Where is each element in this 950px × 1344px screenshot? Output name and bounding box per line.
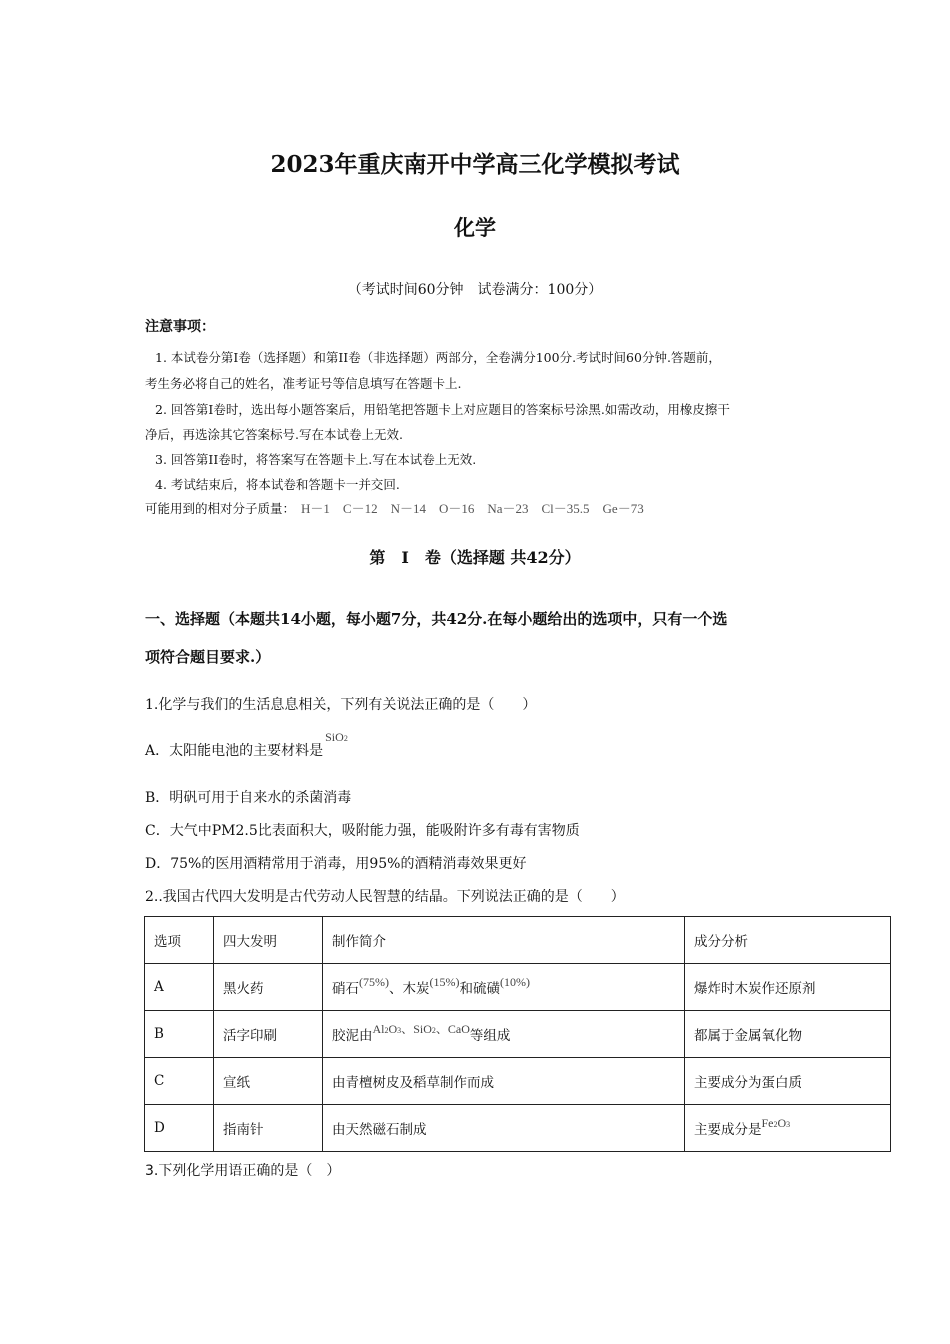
table-cell-description: 胶泥由Al2O3、SiO2、CaO等组成 bbox=[323, 1011, 685, 1058]
question-1-option-b: B．明矾可用于自来水的杀菌消毒 bbox=[145, 790, 352, 806]
table-row bbox=[145, 1011, 891, 1058]
section-heading: 第 Ⅰ 卷（选择题 共42分） bbox=[369, 548, 581, 567]
question-1-stem: 1.化学与我们的生活息息相关，下列有关说法正确的是（ ） bbox=[145, 697, 537, 713]
question-1-option-d: D．75%的医用酒精常用于消毒，用95%的酒精消毒效果更好 bbox=[145, 856, 527, 872]
exam-title: 2023年重庆南开中学高三化学模拟考试 bbox=[270, 151, 680, 178]
notice-item-2-cont: 净后，再选涂其它答案标号.写在本试卷上无效. bbox=[145, 427, 403, 442]
table-header-cell: 成分分析 bbox=[685, 917, 891, 964]
notice-item-1-cont: 考生务必将自己的姓名，准考证号等信息填写在答题卡上. bbox=[145, 376, 462, 391]
notice-item-3: 3. 回答第II卷时，将答案写在答题卡上.写在本试卷上无效. bbox=[155, 452, 477, 467]
table-cell-invention: 活字印刷 bbox=[214, 1011, 323, 1058]
part-instruction-line-1: 一、选择题（本题共14小题，每小题7分，共42分.在每小题给出的选项中，只有一个选 bbox=[145, 610, 728, 628]
question-2-stem: 2..我国古代四大发明是古代劳动人民智慧的结晶。下列说法正确的是（ ） bbox=[145, 889, 625, 905]
notice-item-1: 1. 本试卷分第I卷（选择题）和第II卷（非选择题）两部分，全卷满分100分.考试时间60分钟.答题前， bbox=[155, 350, 721, 365]
table-row bbox=[145, 964, 891, 1011]
notice-heading: 注意事项： bbox=[145, 319, 215, 335]
table-cell-analysis: 主要成分为蛋白质 bbox=[685, 1058, 891, 1105]
table-header-row bbox=[145, 917, 891, 964]
question-3-stem: 3.下列化学用语正确的是（ ） bbox=[145, 1163, 341, 1179]
table-row bbox=[145, 1105, 891, 1152]
question-1-option-a: A．太阳能电池的主要材料是SiO2 bbox=[145, 730, 348, 759]
table-cell-option: B bbox=[145, 1011, 214, 1058]
table-cell-invention: 指南针 bbox=[214, 1105, 323, 1152]
atomic-masses-line bbox=[145, 498, 644, 517]
table-header-cell: 制作简介 bbox=[323, 917, 685, 964]
exam-meta: （考试时间60分钟 试卷满分：100分） bbox=[347, 282, 603, 298]
table-cell-analysis: 主要成分是Fe2O3 bbox=[685, 1105, 891, 1152]
table-cell-analysis: 爆炸时木炭作还原剂 bbox=[685, 964, 891, 1011]
formula-sio2: SiO2 bbox=[325, 730, 348, 744]
table-header-cell: 四大发明 bbox=[214, 917, 323, 964]
table-cell-analysis: 都属于金属氧化物 bbox=[685, 1011, 891, 1058]
atomic-masses-values: H－1 C－12 N－14 O－16 Na－23 Cl－35.5 Ge－73 bbox=[301, 501, 644, 516]
table-cell-option: D bbox=[145, 1105, 214, 1152]
table-cell-invention: 宣纸 bbox=[214, 1058, 323, 1105]
atomic-masses-label: 可能用到的相对分子质量： bbox=[145, 501, 296, 516]
part-instruction-line-2: 项符合题目要求.） bbox=[145, 648, 271, 666]
notice-item-2: 2. 回答第I卷时，选出每小题答案后，用铅笔把答题卡上对应题目的答案标号涂黑.如需改动，用橡皮擦干 bbox=[155, 402, 730, 417]
table-cell-invention: 黑火药 bbox=[214, 964, 323, 1011]
inventions-table bbox=[144, 916, 891, 1152]
table-cell-description: 由天然磁石制成 bbox=[323, 1105, 685, 1152]
table-cell-description: 由青檀树皮及稻草制作而成 bbox=[323, 1058, 685, 1105]
subject-title: 化学 bbox=[454, 215, 496, 240]
table-cell-option: C bbox=[145, 1058, 214, 1105]
table-header-cell: 选项 bbox=[145, 917, 214, 964]
table-cell-description: 硝石(75%)、木炭(15%)和硫磺(10%) bbox=[323, 964, 685, 1011]
table-cell-option: A bbox=[145, 964, 214, 1011]
question-1-option-c: C．大气中PM2.5比表面积大，吸附能力强，能吸附许多有毒有害物质 bbox=[145, 823, 580, 839]
table-row bbox=[145, 1058, 891, 1105]
notice-item-4: 4. 考试结束后，将本试卷和答题卡一并交回. bbox=[155, 477, 400, 492]
